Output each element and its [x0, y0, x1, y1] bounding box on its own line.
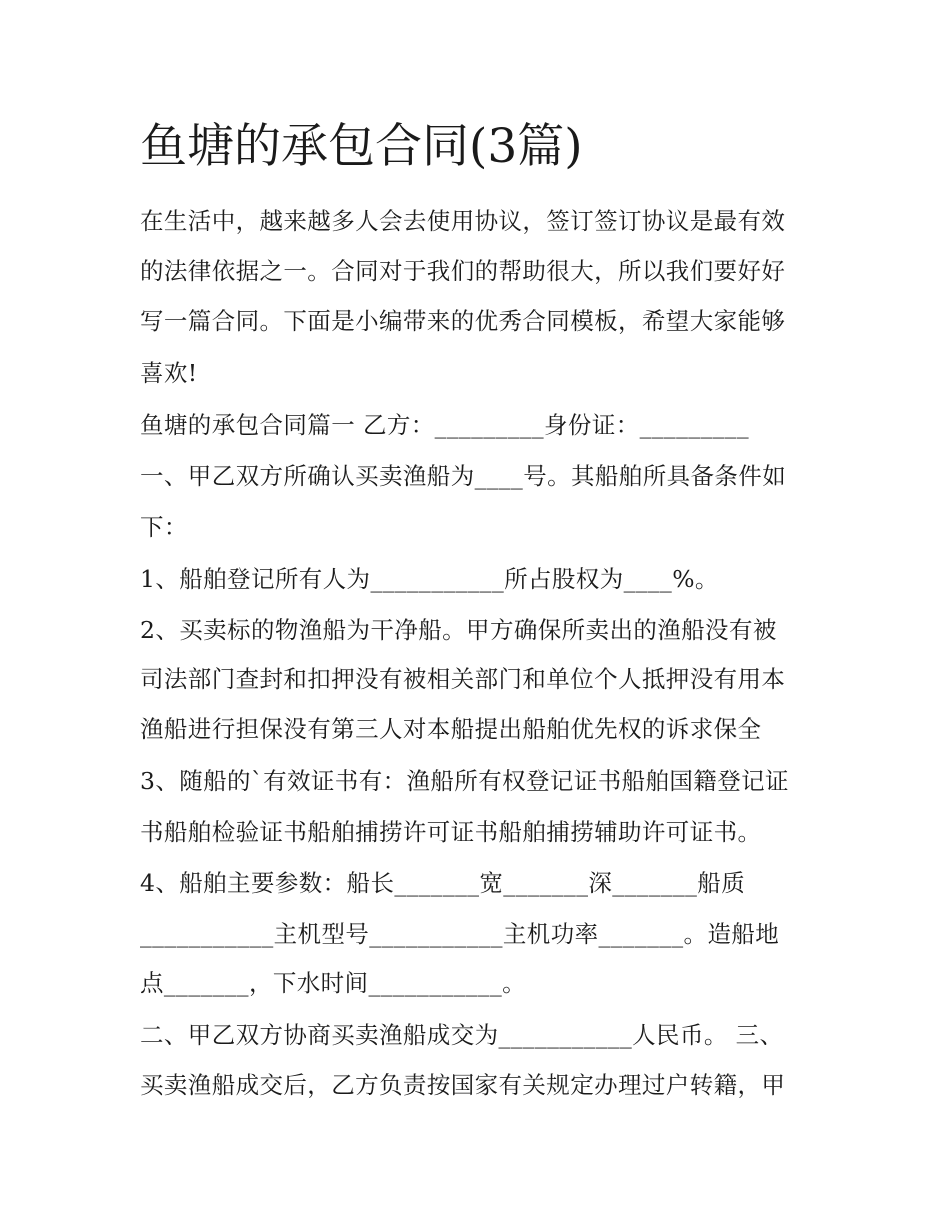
paragraph-line: ___________主机型号___________主机功率_______。造船地	[140, 920, 780, 948]
paragraph-line: 买卖渔船成交后，乙方负责按国家有关规定办理过户转籍，甲	[140, 1071, 786, 1099]
paragraph-line: 喜欢!	[140, 359, 198, 387]
paragraph-line: 书船舶检验证书船舶捕捞许可证书船舶捕捞辅助许可证书。	[140, 818, 762, 846]
paragraph-line: 在生活中，越来越多人会去使用协议，签订签订协议是最有效	[140, 207, 786, 235]
paragraph-line: 1、船舶登记所有人为___________所占股权为____%。	[140, 565, 719, 593]
paragraph-line: 2、买卖标的物渔船为干净船。甲方确保所卖出的渔船没有被	[140, 616, 777, 644]
paragraph-line: 司法部门查封和扣押没有被相关部门和单位个人抵押没有用本	[140, 665, 786, 693]
paragraph-line: 二、甲乙双方协商买卖渔船成交为___________人民币。 三、	[140, 1021, 784, 1049]
paragraph-line: 下：	[140, 513, 188, 541]
paragraph-line: 渔船进行担保没有第三人对本船提出船舶优先权的诉求保全	[140, 715, 762, 743]
paragraph-line: 的法律依据之一。合同对于我们的帮助很大，所以我们要好好	[140, 257, 786, 285]
paragraph-line: 写一篇合同。下面是小编带来的优秀合同模板，希望大家能够	[140, 307, 786, 335]
paragraph-line: 3、随船的`有效证书有：渔船所有权登记证书船舶国籍登记证	[140, 767, 789, 795]
paragraph-line: 鱼塘的承包合同篇一 乙方：_________身份证：_________	[140, 411, 749, 439]
document-title: 鱼塘的承包合同(3篇)	[140, 119, 583, 174]
paragraph-line: 一、甲乙双方所确认买卖渔船为____号。其船舶所具备条件如	[140, 462, 787, 490]
paragraph-line: 点_______，下水时间___________。	[140, 969, 526, 997]
paragraph-line: 4、船舶主要参数：船长_______宽_______深_______船质	[140, 869, 746, 897]
